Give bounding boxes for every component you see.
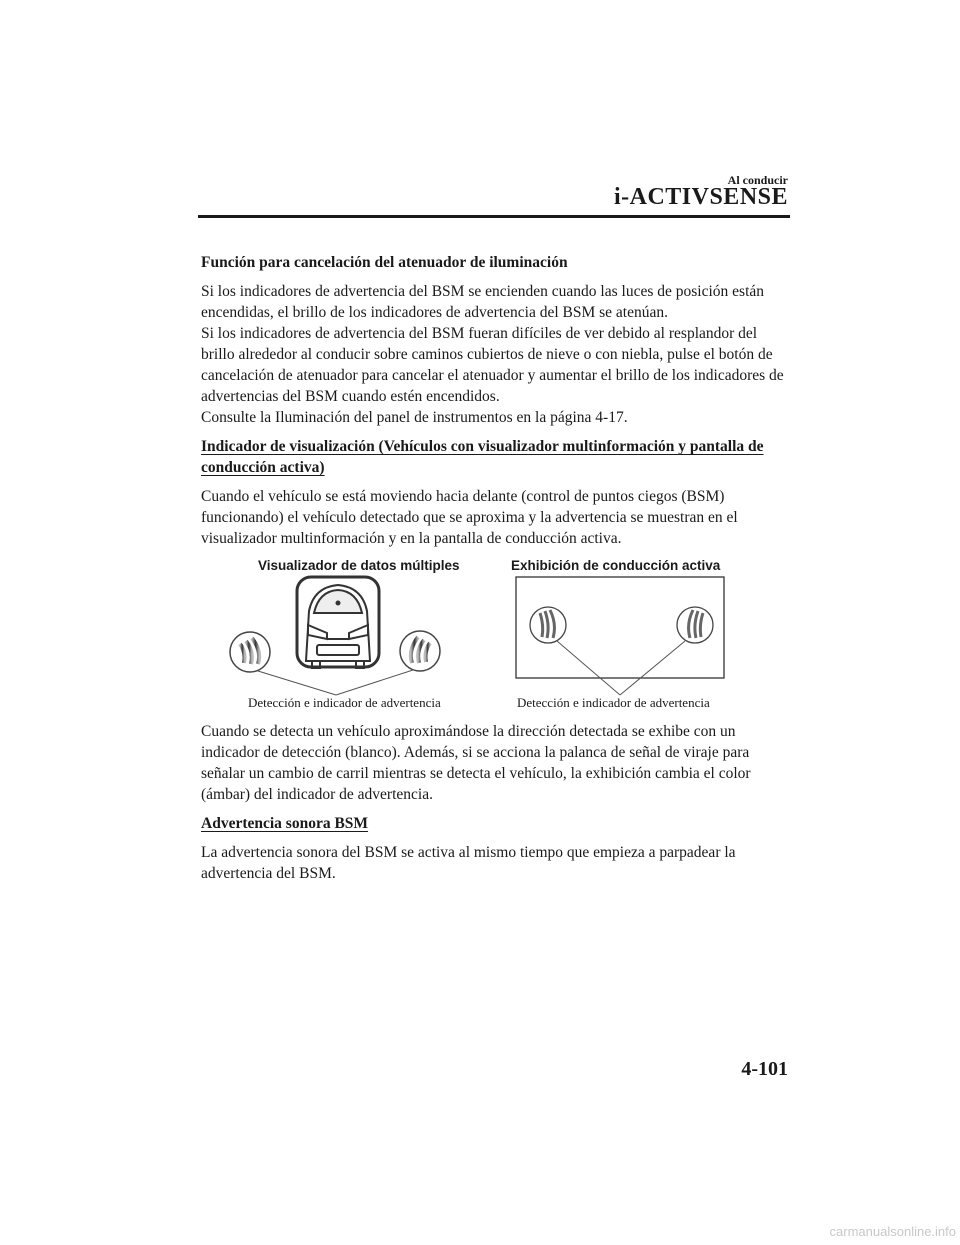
right-detection-indicator [400,631,440,671]
car-rear-icon [297,577,379,668]
dimmer-line-3: Consulte la Iluminación del panel de instrumentos en la página 4-17. [201,409,628,426]
display-heading: Indicador de visualización (Vehículos con visualizador multinformación y pantalla de conducción activa) [201,438,764,476]
left-detection-indicator [230,632,270,672]
page-content [201,252,791,892]
bsm-display-figure [201,555,791,710]
multi-info-display-title: Visualizador de datos múltiples [258,558,460,573]
dimmer-heading: Función para cancelación del atenuador de iluminación [201,254,568,271]
audible-heading: Advertencia sonora BSM [201,815,369,832]
header-rule [198,215,790,218]
display-after-paragraph: Cuando se detecta un vehículo aproximándose la dirección detectada se exhibe con un indicador de detección (blanco). Además, si se acciona la palanca de señal de viraje para señalar un cambio de carril mientras se detecta el vehículo, la exhibición cambia el color (ámbar) del indicador de advertencia. [201,723,751,803]
dimmer-line-1: Si los indicadores de advertencia del BSM se encienden cuando las luces de posición están encendidas, el brillo de los indicadores de advertencia del BSM se atenúan. [201,283,765,321]
active-driving-display-title: Exhibición de conducción activa [511,558,721,573]
dimmer-paragraph [201,281,791,428]
page-number: 4-101 [741,1058,788,1080]
dimmer-line-2: Si los indicadores de advertencia del BSM fueran difíciles de ver debido al resplandor del brillo alrededor al conducir sobre caminos cubiertos de nieve o con niebla, pulse el botón de cancelación de atenuador para cancelar el atenuador y aumentar el brillo de los indicadores de advertencias del BSM cuando estén encendidos. [201,325,784,405]
running-header-section: Al conducir [727,173,788,187]
left-hud-indicator [530,607,566,643]
bsm-display-illustration [201,573,791,697]
right-hud-indicator [677,607,713,643]
display-paragraph: Cuando el vehículo se está moviendo hacia delante (control de puntos ciegos (BSM) funcionando) el vehículo detectado que se aproxima y la advertencia se muestran en el visualizador multinformación y en la pantalla de conducción activa. [201,488,738,547]
running-header-chapter: i-ACTIVSENSE [613,184,788,210]
watermark: carmanualsonline.info [829,1224,956,1239]
left-figure-caption: Detección e indicador de advertencia [248,695,441,710]
audible-paragraph: La advertencia sonora del BSM se activa al mismo tiempo que empieza a parpadear la advertencia del BSM. [201,844,736,882]
right-figure-caption: Detección e indicador de advertencia [517,695,710,710]
